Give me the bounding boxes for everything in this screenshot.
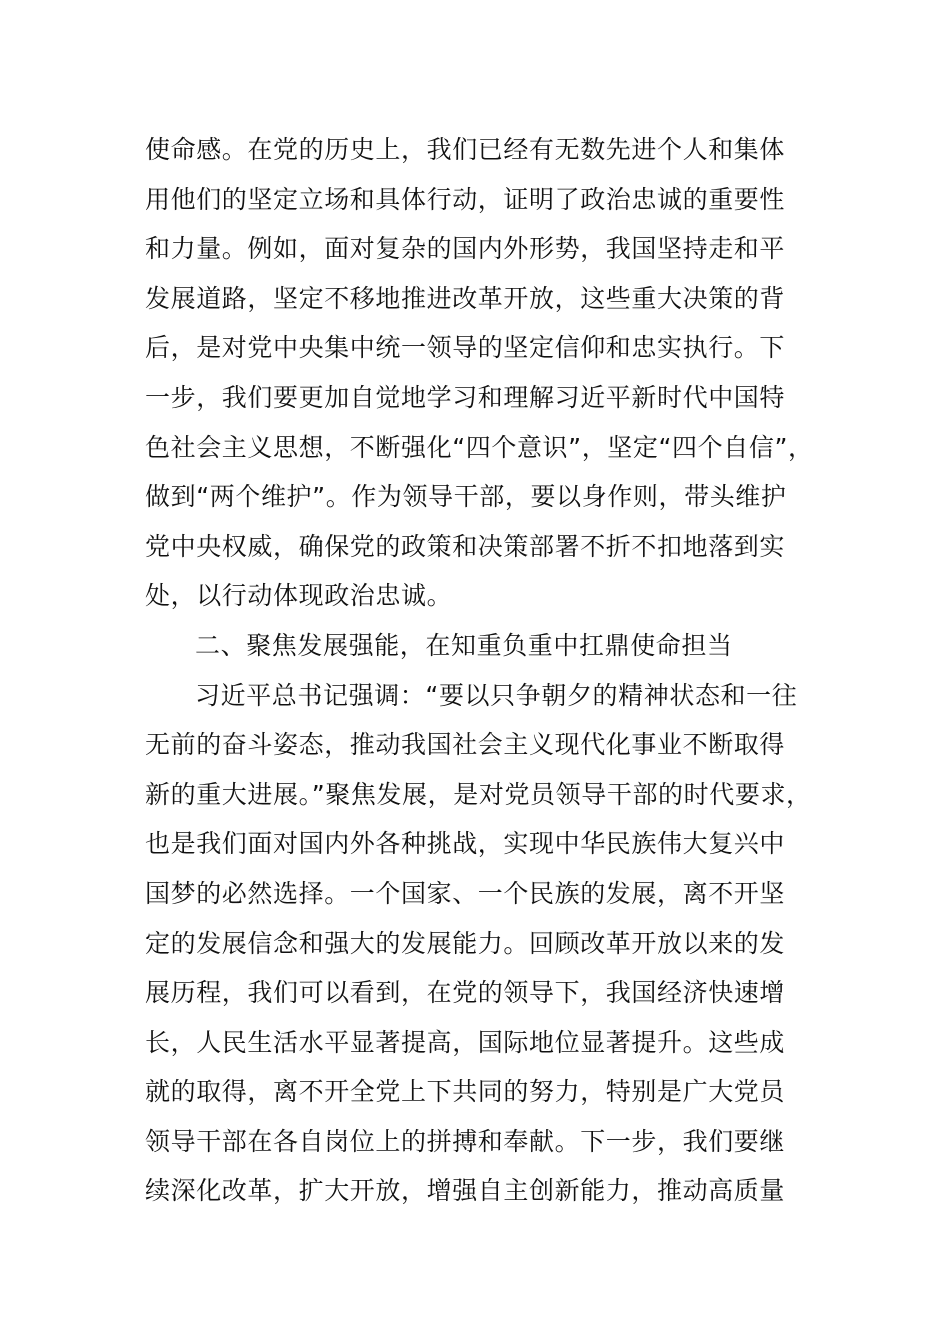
text-line: 续深化改革，扩大开放，增强自主创新能力，推动高质量	[145, 1176, 786, 1206]
text-line: 和力量。例如，面对复杂的国内外形势，我国坚持走和平	[145, 234, 786, 264]
text-line: 发展道路，坚定不移地推进改革开放，这些重大决策的背	[145, 283, 786, 313]
text-line: 后，是对党中央集中统一领导的坚定信仰和忠实执行。下	[145, 333, 786, 363]
text-line: 使命感。在党的历史上，我们已经有无数先进个人和集体	[145, 135, 786, 164]
text-line: 新的重大进展。”聚焦发展，是对党员领导干部的时代要求，	[145, 779, 812, 809]
text-line: 党中央权威，确保党的政策和决策部署不折不扣地落到实	[145, 531, 786, 561]
text-line: 做到“两个维护”。作为领导干部，要以身作则，带头维护	[145, 482, 787, 512]
text-line: 就的取得，离不开全党上下共同的努力，特别是广大党员	[145, 1077, 786, 1107]
text-line: 处，以行动体现政治忠诚。	[145, 581, 453, 611]
text-line: 国梦的必然选择。一个国家、一个民族的发展，离不开坚	[145, 878, 786, 908]
text-line: 定的发展信念和强大的发展能力。回顾改革开放以来的发	[145, 928, 786, 958]
text-line: 无前的奋斗姿态，推动我国社会主义现代化事业不断取得	[145, 730, 786, 760]
text-line: 展历程，我们可以看到，在党的领导下，我国经济快速增	[145, 978, 786, 1008]
text-line: 领导干部在各自岗位上的拼搏和奉献。下一步，我们要继	[145, 1126, 786, 1156]
body-text	[145, 125, 835, 1216]
text-line: 用他们的坚定立场和具体行动，证明了政治忠诚的重要性	[145, 184, 786, 214]
text-line: 一步，我们要更加自觉地学习和理解习近平新时代中国特	[145, 382, 786, 412]
text-line: 长，人民生活水平显著提高，国际地位显著提升。这些成	[145, 1027, 786, 1057]
paragraph-first-line: 习近平总书记强调：“要以只争朝夕的精神状态和一往	[195, 680, 798, 710]
text-line: 也是我们面对国内外各种挑战，实现中华民族伟大复兴中	[145, 829, 786, 859]
section-heading: 二、聚焦发展强能，在知重负重中扛鼎使命担当	[195, 630, 733, 660]
text-line: 色社会主义思想，不断强化“四个意识”，坚定“四个自信”，	[145, 432, 814, 462]
